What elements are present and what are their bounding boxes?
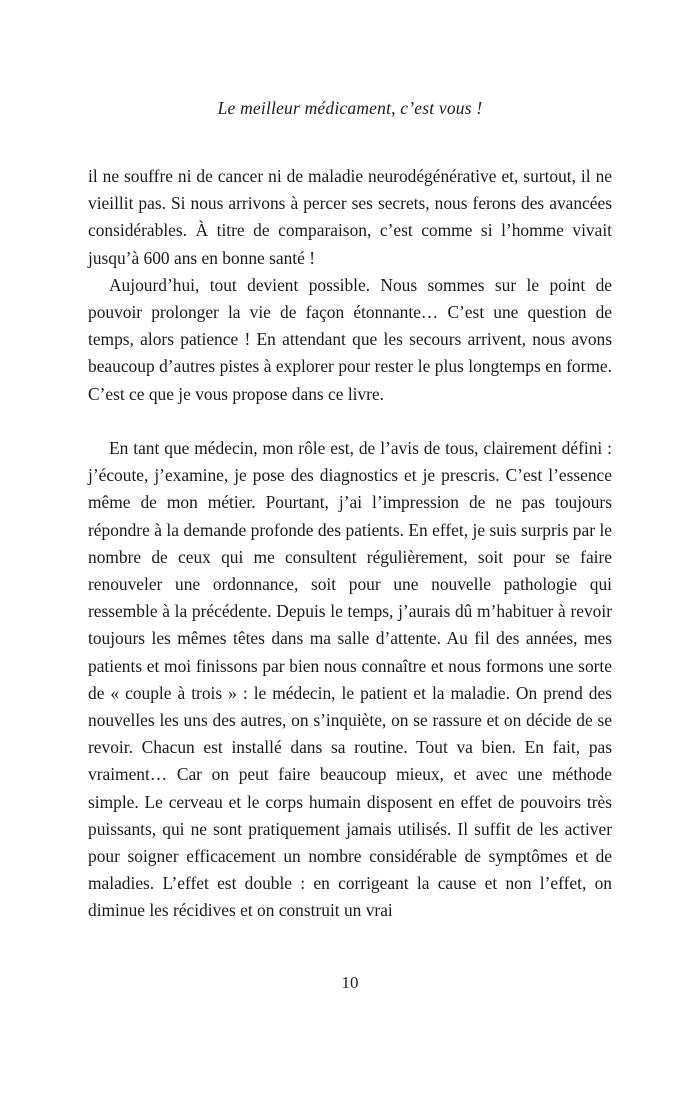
paragraph: il ne souffre ni de cancer ni de maladie neurodégénérative et, surtout, il ne vieillit pas. Si nous arrivons à percer ses secrets, nous ferons des avancées considérables. À titre de comparaison, c’est comme si l’homme vivait jusqu’à 600 ans en bonne santé ! — [88, 166, 612, 268]
running-head: Le meilleur médicament, c’est vous ! — [217, 98, 483, 118]
paragraph: En tant que médecin, mon rôle est, de l’avis de tous, clairement défini : j’écoute, j’examine, je pose des diagnostics et je prescris. C’est l’essence même de mon métier. Pourtant, j’ai l’impression de ne pas toujours répondre à la demande profonde des patients. En effet, je suis surpris par le nombre de ceux qui me consultent régulièrement, soit pour se faire renouveler une ordonnance, soit pour une nouvelle pathologie qui ressemble à la précédente. Depuis le temps, j’aurais dû m’habituer à revoir toujours les mêmes têtes dans ma salle d’attente. Au fil des années, mes patients et moi finissons par bien nous connaître et nous formons une sorte de « couple à trois » : le médecin, le patient et la maladie. On prend des nouvelles les uns des autres, on s’inquiète, on se rassure et on décide de se revoir. Chacun est installé dans sa routine. Tout va bien. En fait, pas vraiment… Car on peut faire beaucoup mieux, et avec une méthode simple. Le cerveau et le corps humain disposent en effet de pouvoirs très puissants, qui ne sont pratiquement jamais utilisés. Il suffit de les activer pour soigner efficacement un nombre considérable de symptômes et de maladies. L’effet est double : en corrigeant la cause et non l’effet, on diminue les récidives et on construit un vrai — [88, 438, 612, 921]
body-text-block — [88, 163, 612, 925]
page-number: 10 — [341, 973, 359, 992]
paragraph: Aujourd’hui, tout devient possible. Nous sommes sur le point de pouvoir prolonger la vie de façon étonnante… C’est une question de temps, alors patience ! En attendant que les secours arrivent, nous avons beaucoup d’autres pistes à explorer pour rester le plus longtemps en forme. C’est ce que je vous propose dans ce livre. — [88, 274, 612, 404]
